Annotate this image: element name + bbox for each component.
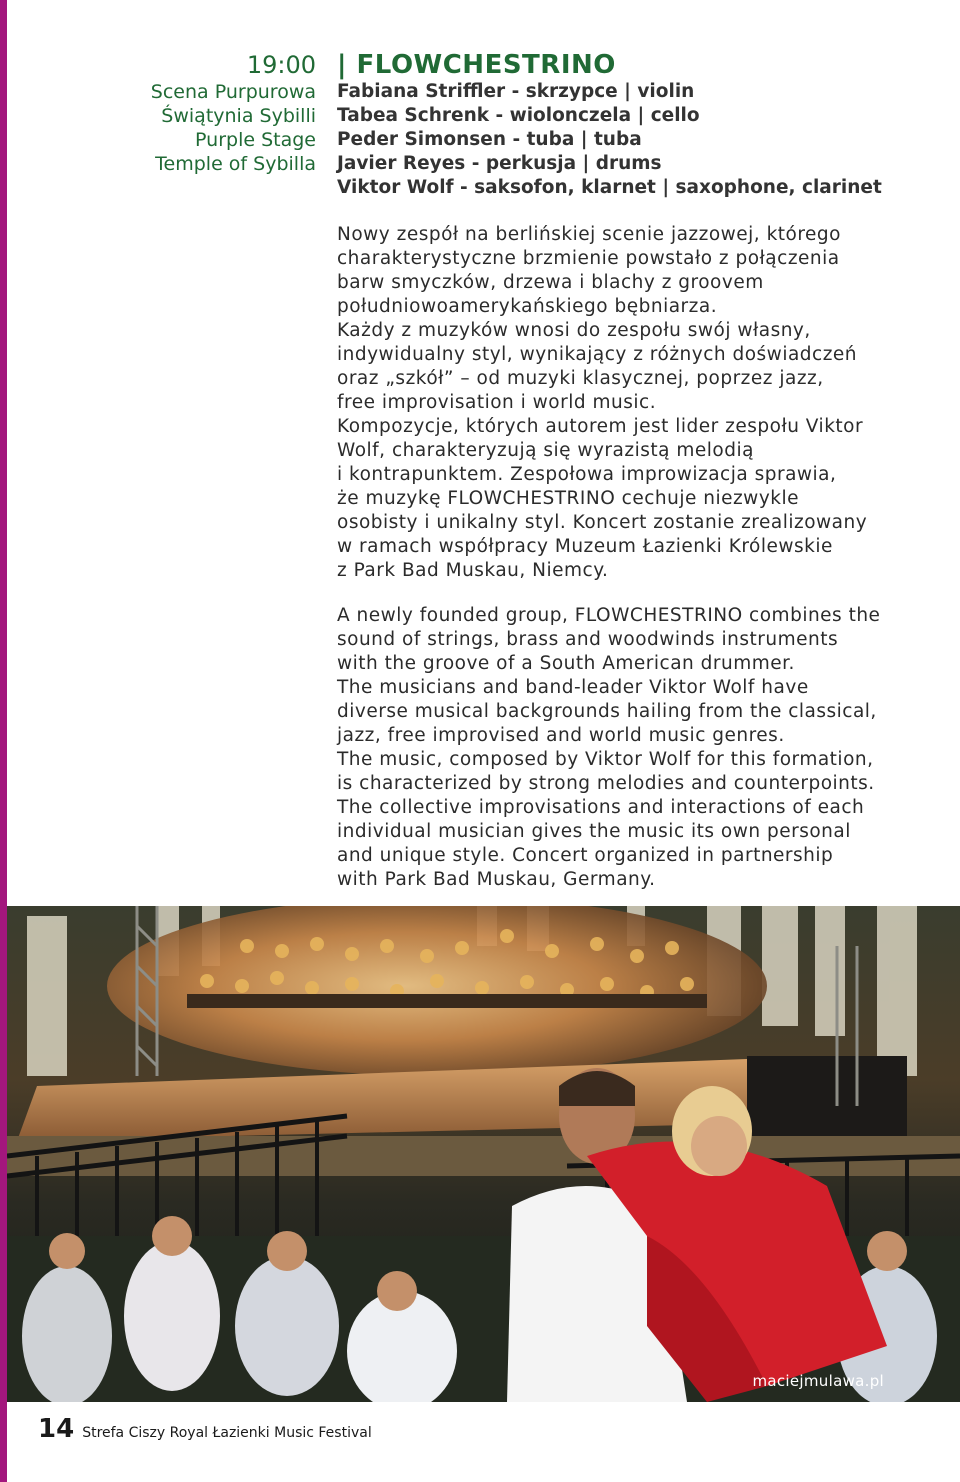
text-line: oraz „szkół” – od muzyki klasycznej, poprzez jazz, <box>337 368 824 389</box>
page-footer <box>38 1414 372 1444</box>
lineup-item: Peder Simonsen - tuba | tuba <box>337 129 642 150</box>
venue-line: Scena Purpurowa <box>150 81 316 103</box>
page-number: 14 <box>38 1414 75 1444</box>
event-title: | FLOWCHESTRINO <box>337 50 616 80</box>
text-line: Wolf, charakteryzują się wyrazistą melodią <box>337 440 754 461</box>
text-line: is characterized by strong melodies and counterpoints. <box>337 773 875 794</box>
text-line: with Park Bad Muskau, Germany. <box>337 869 656 890</box>
event-time: 19:00 <box>246 51 316 79</box>
text-line: że muzykę FLOWCHESTRINO cechuje niezwykle <box>337 488 799 509</box>
photo-credit: maciejmulawa.pl <box>752 1372 884 1390</box>
venue-line: Purple Stage <box>195 129 316 151</box>
lineup-list <box>337 80 917 200</box>
text-line: barw smyczków, drzewa i blachy z groovem <box>337 272 764 293</box>
text-line: and unique style. Concert organized in partnership <box>337 845 834 866</box>
lineup-item: Viktor Wolf - saksofon, klarnet | saxophone, clarinet <box>337 177 882 198</box>
description-polish <box>337 223 917 583</box>
description-english <box>337 604 917 892</box>
text-line: z Park Bad Muskau, Niemcy. <box>337 560 609 581</box>
text-line: diverse musical backgrounds hailing from the classical, <box>337 701 877 722</box>
text-line: The musicians and band-leader Viktor Wolf have <box>337 677 809 698</box>
concert-photo-illustration <box>7 906 960 1402</box>
text-line: with the groove of a South American drummer. <box>337 653 795 674</box>
text-line: w ramach współpracy Muzeum Łazienki Królewskie <box>337 536 833 557</box>
venue-line: Temple of Sybilla <box>155 153 316 175</box>
lineup-item: Tabea Schrenk - wiolonczela | cello <box>337 105 700 126</box>
text-line: individual musician gives the music its own personal <box>337 821 851 842</box>
edge-color-bar <box>0 0 7 1482</box>
text-line: Nowy zespół na berlińskiej scenie jazzowej, którego <box>337 224 841 245</box>
venue-line: Świątynia Sybilli <box>161 105 316 127</box>
text-line: The music, composed by Viktor Wolf for this formation, <box>337 749 874 770</box>
lineup-item: Javier Reyes - perkusja | drums <box>337 153 662 174</box>
text-line: Kompozycje, których autorem jest lider zespołu Viktor <box>337 416 864 437</box>
schedule-column <box>96 50 316 176</box>
text-line: indywidualny styl, wynikający z różnych doświadczeń <box>337 344 858 365</box>
text-line: Każdy z muzyków wnosi do zespołu swój własny, <box>337 320 811 341</box>
text-line: i kontrapunktem. Zespołowa improwizacja sprawia, <box>337 464 837 485</box>
concert-photo <box>7 906 960 1402</box>
text-line: osobisty i unikalny styl. Koncert zostanie zrealizowany <box>337 512 868 533</box>
event-header <box>337 50 917 200</box>
text-line: jazz, free improvised and world music genres. <box>337 725 785 746</box>
lineup-item: Fabiana Striffler - skrzypce | violin <box>337 81 695 102</box>
text-line: południowoamerykańskiego bębniarza. <box>337 296 718 317</box>
text-line: charakterystyczne brzmienie powstało z połączenia <box>337 248 840 269</box>
footer-publication-title: Strefa Ciszy Royal Łazienki Music Festival <box>82 1425 372 1441</box>
text-line: The collective improvisations and interactions of each <box>337 797 865 818</box>
text-line: free improvisation i world music. <box>337 392 657 413</box>
text-line: sound of strings, brass and woodwinds instruments <box>337 629 839 650</box>
text-line: A newly founded group, FLOWCHESTRINO combines the <box>337 605 881 626</box>
